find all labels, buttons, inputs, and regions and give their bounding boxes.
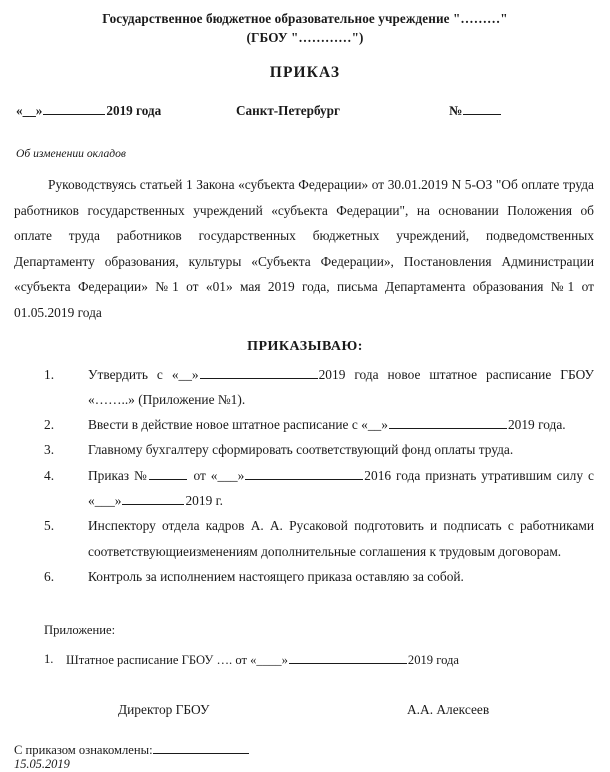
document-title: ПРИКАЗ [269, 64, 341, 81]
clause-text-part2: 2019 года. [507, 417, 566, 433]
clause-item [14, 564, 596, 589]
acknowledgement-blank [153, 742, 249, 754]
document-subject: Об изменении окладов [16, 147, 126, 160]
appendix-date-blank [289, 652, 407, 664]
clause-text-part1: Утвердить с «__» [88, 366, 199, 382]
clause-4-date2-blank [122, 493, 184, 505]
clause-2-blank [389, 417, 507, 429]
clause-text-part1: Контроль за исполнением настоящего приказа оставляю за собой. [88, 568, 464, 584]
organization-name-line1: Государственное бюджетное образовательное учреждение "………" [102, 11, 508, 26]
document-number-field [449, 103, 502, 119]
clause-number: 2. [44, 417, 55, 433]
signature-block [14, 702, 596, 724]
organization-name-line2: (ГБОУ "…………") [246, 30, 364, 45]
clause-item [14, 463, 596, 514]
date-day-placeholder: «__» [16, 103, 43, 118]
date-month-blank [43, 103, 105, 115]
clause-text-part3: 2016 года признать утратившим силу с «___» [88, 467, 594, 509]
appendix-label: Приложение: [44, 623, 116, 638]
acknowledgement-line [14, 742, 249, 758]
clause-4-number-blank [149, 468, 187, 480]
appendix-item-number: 1. [44, 652, 54, 667]
document-date-field [16, 103, 161, 119]
clause-number: 5. [44, 518, 55, 534]
signer-position: Директор ГБОУ [118, 702, 210, 718]
document-meta-row [14, 103, 596, 125]
clause-text-part1: Главному бухгалтеру сформировать соответствующий фонд оплаты труда. [88, 442, 514, 458]
clause-number: 1. [44, 366, 55, 382]
clause-item [14, 362, 596, 413]
clause-item [14, 513, 596, 564]
clause-text-part4: 2019 г. [185, 493, 223, 509]
number-label: № [449, 103, 463, 118]
clause-text-part1: Инспектору отдела кадров А. А. Русаковой подготовить и подписать с работниками соответствующиеизменениям дополнительные соглашения к трудовым договорам. [88, 518, 594, 559]
clause-1-blank [200, 367, 318, 379]
appendix-item-text-part1: Штатное расписание ГБОУ …. от «____» [66, 653, 288, 668]
clause-text-part1: Приказ № [88, 467, 149, 483]
clause-text-part2: от «___» [193, 467, 245, 483]
acknowledgement-date: 15.05.2019 [14, 757, 70, 771]
clause-text-part1: Ввести в действие новое штатное расписание с «__» [88, 417, 388, 433]
clause-item [14, 437, 596, 462]
order-keyword: ПРИКАЗЫВАЮ: [247, 338, 363, 354]
clause-4-date-blank [245, 468, 363, 480]
clause-text-part2: 2019 года новое штатное расписание ГБОУ «……..» (Приложение №1). [88, 366, 594, 407]
clause-item [14, 412, 596, 437]
clause-number: 4. [44, 467, 55, 483]
appendix-item [44, 652, 596, 668]
acknowledgement-label: С приказом ознакомлены: [14, 743, 153, 757]
number-blank [463, 103, 501, 115]
clause-list [14, 362, 596, 590]
appendix-item-text-part2: 2019 года [407, 653, 460, 668]
clause-number: 6. [44, 568, 55, 584]
preamble-paragraph: Руководствуясь статьей 1 Закона «субъекта Федерации» от 30.01.2019 N 5-ОЗ "Об оплате труда работников государственных учреждений «субъекта Федерации", на основании Положения об оплате труда работников государственных бюджетных учреждений, подведомственных Департаменту образования, культуры «Субъекта Федерации», Постановления Администрации «субъекта Федерации» №1 от «01» мая 2019 года, письма Департамента образования №1 от 01.05.2019 года [14, 177, 594, 320]
signer-name: А.А. Алексеев [407, 702, 490, 718]
date-year: 2019 года [106, 103, 162, 118]
document-city: Санкт-Петербург [236, 103, 340, 118]
organization-header [14, 0, 596, 47]
clause-number: 3. [44, 442, 55, 458]
